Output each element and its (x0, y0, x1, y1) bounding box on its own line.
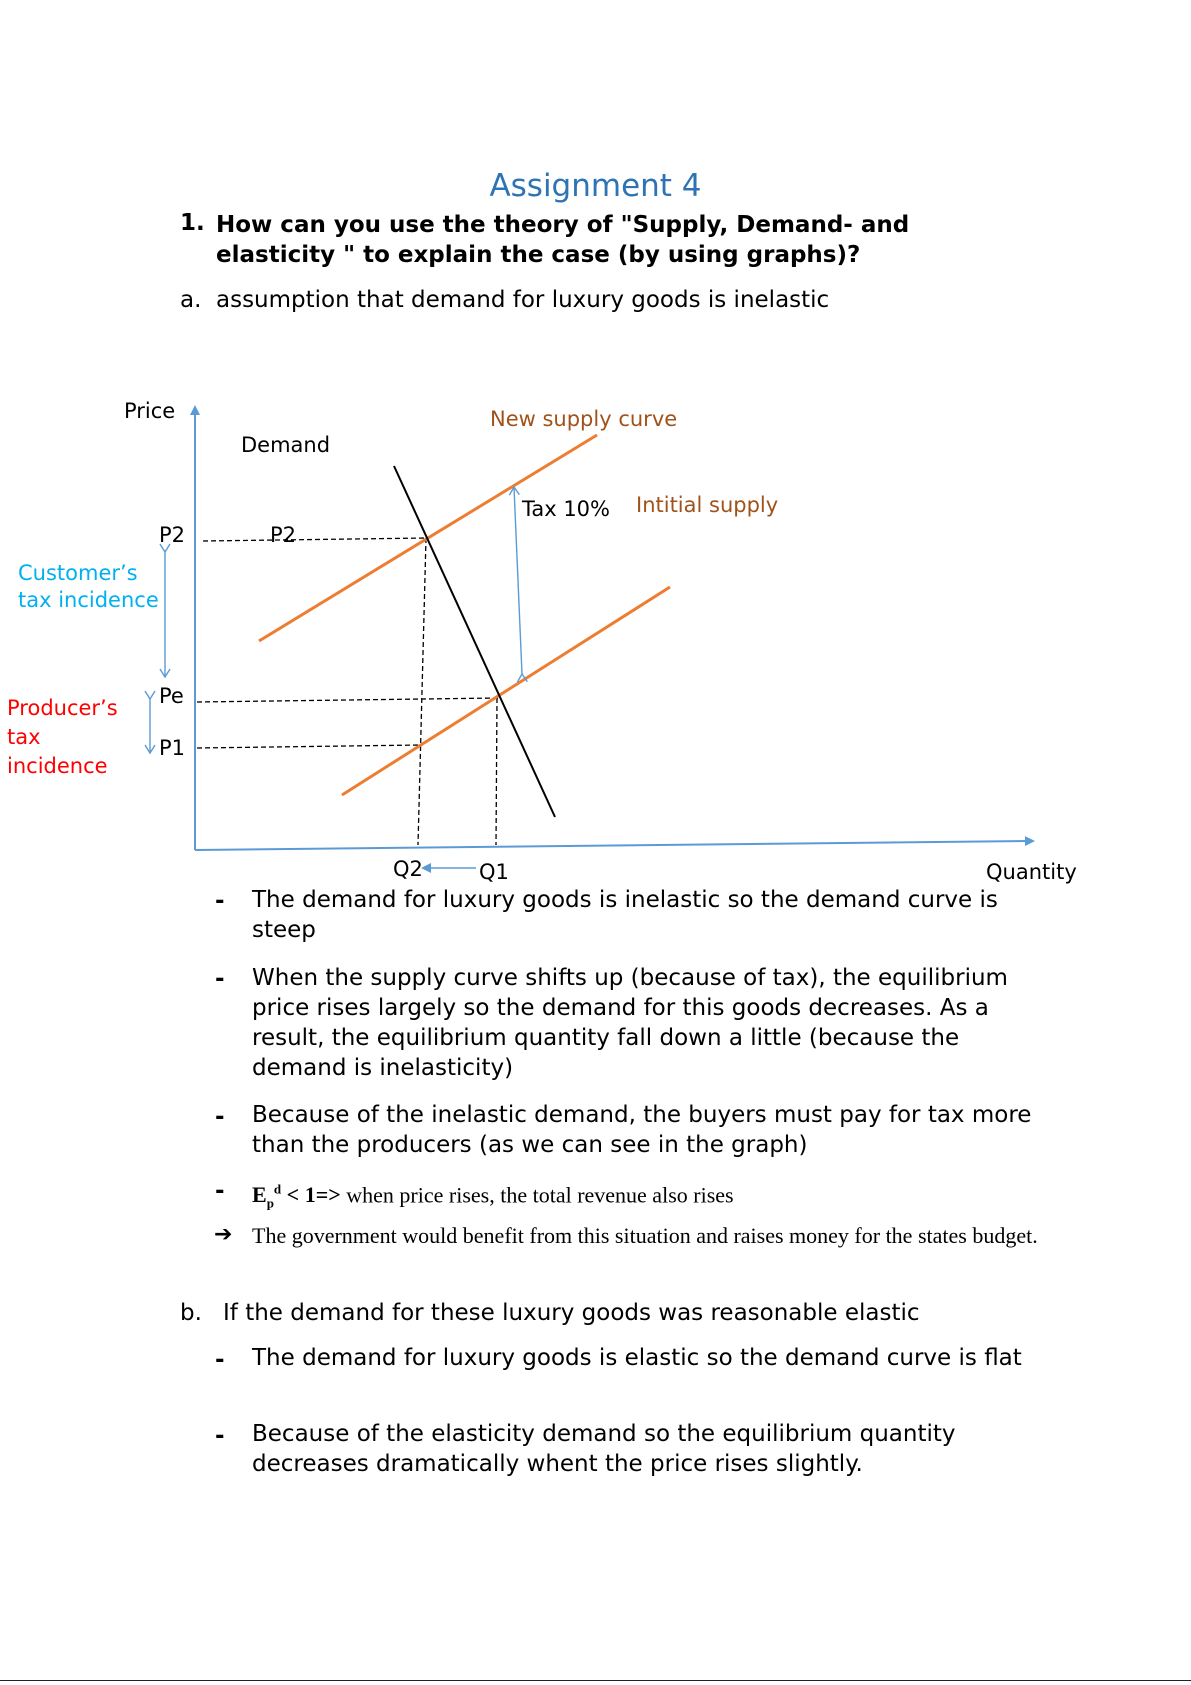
price-label-p1: P1 (159, 736, 186, 760)
formula-rel: < 1=> (281, 1182, 341, 1208)
new-supply-label: New supply curve (490, 407, 678, 431)
arrow-bullet-icon: ➔ (214, 1222, 233, 1247)
p1-guide (197, 745, 421, 748)
part-b-text: If the demand for these luxury goods was reasonable elastic (223, 1300, 920, 1326)
p2-guide (203, 538, 427, 541)
bullet-dash: - (215, 1104, 225, 1130)
part-b-bullet-2: Because of the elasticity demand so the equilibrium quantity decreases dramatically whent the price rises slightly. (252, 1421, 956, 1477)
customer-incidence-label: Customer’s tax incidence (18, 561, 159, 612)
elasticity-formula (252, 1175, 734, 1219)
initial-supply-curve (342, 587, 670, 795)
part-a-text: assumption that demand for luxury goods is inelastic (216, 287, 830, 313)
supply-demand-graph (0, 390, 1191, 890)
x-axis-label: Quantity (986, 860, 1077, 884)
q1-label: Q1 (479, 860, 509, 884)
formula-sub: p (266, 1195, 274, 1211)
p2-inner-label: P2 (270, 523, 297, 547)
tax-arrow (514, 487, 522, 674)
bullet-dash: - (215, 966, 225, 992)
part-a-bullet-1: The demand for luxury goods is inelastic so the demand curve is steep (252, 887, 998, 943)
part-a-bullet-2: When the supply curve shifts up (because of tax), the equilibrium price rises largely so the demand for this goods decreases. As a result, the equilibrium quantity fall down a little (because the demand is inelasticity) (252, 965, 1008, 1081)
formula-rest: when price rises, the total revenue also rises (340, 1182, 734, 1208)
formula-sup: d (273, 1182, 282, 1197)
formula-e: E (252, 1182, 267, 1208)
bullet-dash: - (215, 1423, 225, 1449)
bullet-dash: - (215, 888, 225, 914)
demand-label: Demand (241, 433, 331, 457)
bullet-dash: - (215, 1347, 225, 1373)
tax-label: Tax 10% (522, 497, 610, 521)
question-text: How can you use the theory of "Supply, Demand- and elasticity " to explain the case (by using graphs)? (216, 212, 910, 268)
page-bottom-rule (0, 1680, 1191, 1681)
part-b-bullet-1: The demand for luxury goods is elastic so the demand curve is flat (252, 1345, 1022, 1371)
price-label-p2: P2 (159, 523, 186, 547)
pe-guide (197, 698, 498, 702)
q2-guide (418, 538, 426, 845)
part-a-label: a. (180, 287, 202, 313)
part-a-bullet-3: Because of the inelastic demand, the buyers must pay for tax more than the producers (as we can see in the graph) (252, 1102, 1032, 1158)
part-a-conclusion: The government would benefit from this situation and raises money for the states budget. (252, 1223, 1038, 1248)
bullet-dash: - (215, 1178, 225, 1204)
producer-incidence-label: Producer’s tax incidence (7, 696, 118, 778)
initial-supply-label: Intitial supply (636, 493, 779, 517)
question-number: 1. (180, 210, 205, 236)
price-label-pe: Pe (159, 684, 184, 708)
page-title: Assignment 4 (489, 168, 702, 204)
q1-guide (496, 698, 497, 845)
q2-label: Q2 (393, 857, 423, 881)
y-axis-label: Price (124, 399, 176, 423)
part-b-label: b. (180, 1300, 202, 1326)
x-axis (195, 841, 1030, 850)
